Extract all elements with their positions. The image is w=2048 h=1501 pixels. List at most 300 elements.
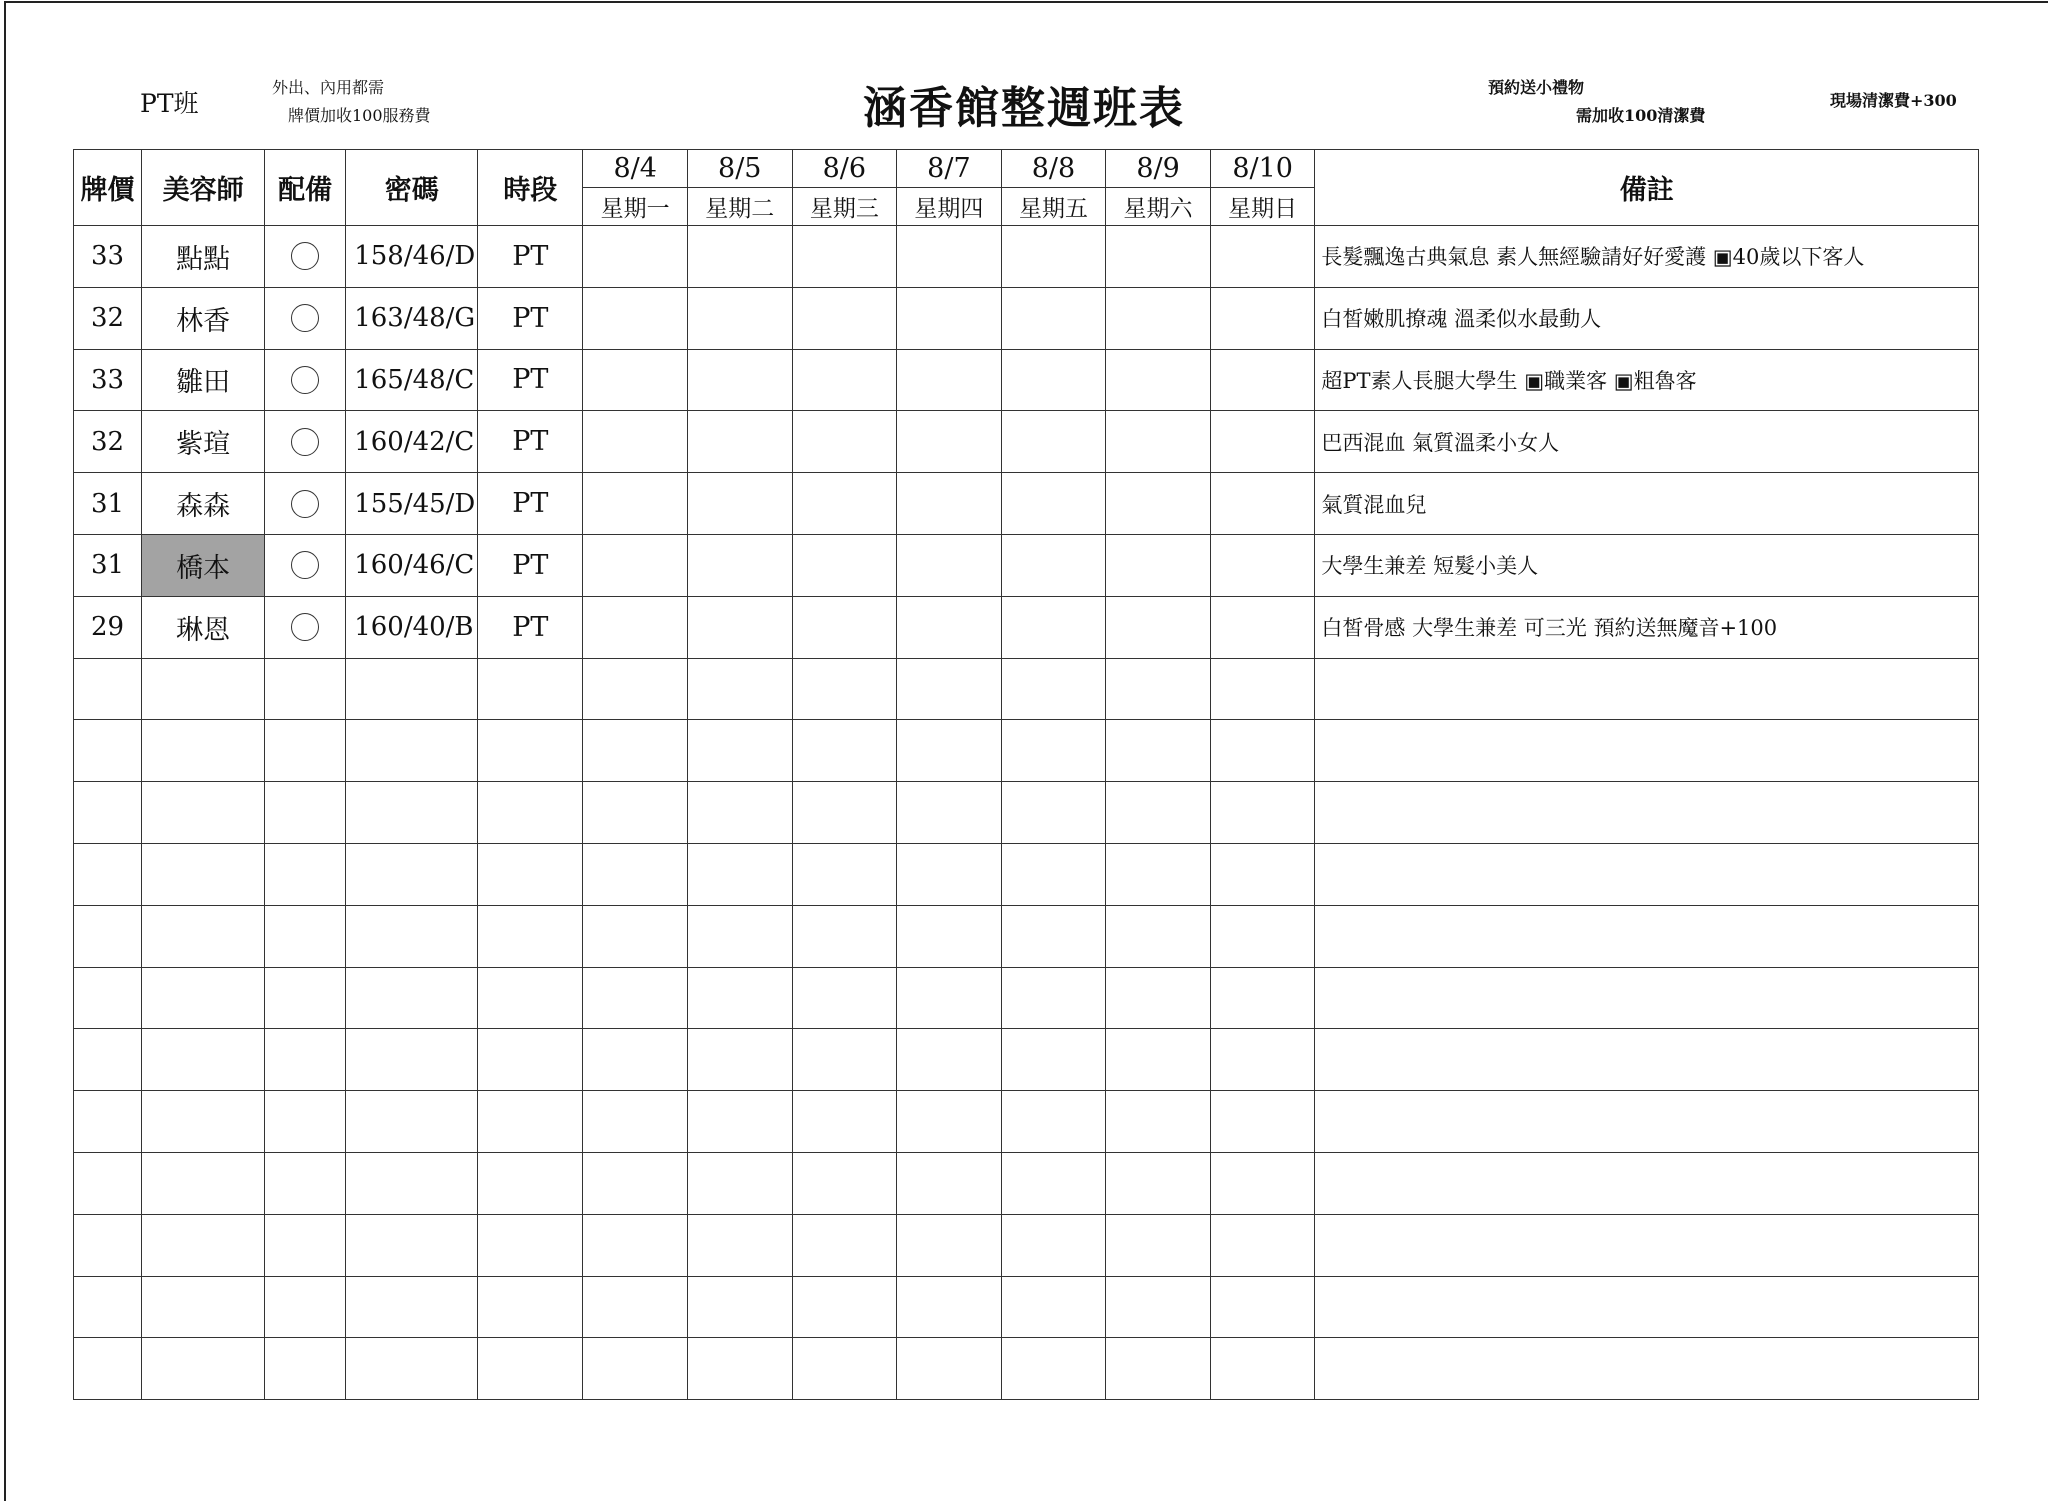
slot-cell[interactable] [478, 1214, 583, 1276]
note-cell: 白皙骨感 大學生兼差 可三光 預約送無魔音+100 [1315, 596, 1979, 658]
schedule-cell[interactable] [687, 658, 792, 720]
schedule-cell[interactable] [1210, 349, 1315, 411]
equip-cell[interactable] [265, 1091, 346, 1153]
note-cell: 長髮飄逸古典氣息 素人無經驗請好好愛護 ▣40歲以下客人 [1315, 226, 1979, 288]
day-weekday-4: 星期四 [897, 188, 1002, 226]
schedule-cell[interactable] [583, 226, 688, 288]
schedule-cell[interactable] [687, 1338, 792, 1400]
price-cell[interactable] [74, 658, 142, 720]
empty-table-row [74, 843, 1979, 905]
price-cell: 32 [74, 411, 142, 473]
schedule-cell[interactable] [583, 534, 688, 596]
code-cell[interactable] [346, 1338, 478, 1400]
circle-mark-icon [291, 551, 319, 579]
slot-cell[interactable] [478, 782, 583, 844]
schedule-cell[interactable] [1106, 473, 1211, 535]
empty-table-row [74, 782, 1979, 844]
code-cell[interactable] [346, 967, 478, 1029]
schedule-cell[interactable] [687, 1152, 792, 1214]
schedule-cell[interactable] [687, 349, 792, 411]
schedule-cell[interactable] [792, 411, 897, 473]
schedule-cell[interactable] [583, 1214, 688, 1276]
schedule-cell[interactable] [897, 287, 1002, 349]
schedule-cell[interactable] [1001, 1029, 1106, 1091]
schedule-cell[interactable] [687, 1214, 792, 1276]
schedule-cell[interactable] [1001, 226, 1106, 288]
schedule-cell[interactable] [1210, 782, 1315, 844]
note-cell[interactable] [1315, 1152, 1979, 1214]
circle-mark-icon [291, 366, 319, 394]
schedule-cell[interactable] [792, 349, 897, 411]
beautician-name-cell[interactable] [142, 1338, 265, 1400]
schedule-cell[interactable] [583, 1338, 688, 1400]
schedule-cell[interactable] [1001, 596, 1106, 658]
price-cell[interactable] [74, 782, 142, 844]
schedule-cell[interactable] [1106, 1276, 1211, 1338]
schedule-cell[interactable] [897, 720, 1002, 782]
day-date-5: 8/8 [1001, 150, 1106, 188]
schedule-cell[interactable] [897, 905, 1002, 967]
schedule-cell[interactable] [897, 349, 1002, 411]
schedule-cell[interactable] [583, 473, 688, 535]
empty-table-row [74, 720, 1979, 782]
schedule-cell[interactable] [1001, 473, 1106, 535]
schedule-cell[interactable] [1001, 967, 1106, 1029]
note-cell: 超PT素人長腿大學生 ▣職業客 ▣粗魯客 [1315, 349, 1979, 411]
code-cell: 165/48/C [346, 349, 478, 411]
equip-cell [265, 349, 346, 411]
note-cell[interactable] [1315, 1338, 1979, 1400]
schedule-cell[interactable] [1001, 411, 1106, 473]
schedule-cell[interactable] [792, 1276, 897, 1338]
equip-cell[interactable] [265, 1152, 346, 1214]
circle-mark-icon [291, 242, 319, 270]
schedule-cell[interactable] [792, 843, 897, 905]
slot-cell: PT [478, 287, 583, 349]
schedule-cell[interactable] [687, 967, 792, 1029]
price-cell: 33 [74, 349, 142, 411]
schedule-cell[interactable] [897, 967, 1002, 1029]
schedule-cell[interactable] [792, 658, 897, 720]
col-header-code: 密碼 [346, 150, 478, 226]
schedule-cell[interactable] [687, 905, 792, 967]
schedule-cell[interactable] [792, 1029, 897, 1091]
schedule-cell[interactable] [1210, 411, 1315, 473]
schedule-cell[interactable] [792, 534, 897, 596]
schedule-cell[interactable] [1001, 720, 1106, 782]
beautician-name-cell[interactable] [142, 1152, 265, 1214]
beautician-name-cell: 雛田 [142, 349, 265, 411]
schedule-cell[interactable] [1106, 534, 1211, 596]
note-cell[interactable] [1315, 1091, 1979, 1153]
equip-cell [265, 411, 346, 473]
note-cell: 氣質混血兒 [1315, 473, 1979, 535]
schedule-cell[interactable] [1210, 658, 1315, 720]
schedule-cell[interactable] [897, 1214, 1002, 1276]
col-header-price: 牌價 [74, 150, 142, 226]
beautician-name-cell[interactable] [142, 967, 265, 1029]
class-label: PT班 [140, 89, 199, 118]
day-date-3: 8/6 [792, 150, 897, 188]
day-date-4: 8/7 [897, 150, 1002, 188]
equip-cell[interactable] [265, 1214, 346, 1276]
schedule-cell[interactable] [687, 1091, 792, 1153]
empty-table-row [74, 905, 1979, 967]
schedule-cell[interactable] [1106, 967, 1211, 1029]
code-cell[interactable] [346, 782, 478, 844]
beautician-name-cell[interactable] [142, 782, 265, 844]
schedule-cell[interactable] [583, 1276, 688, 1338]
schedule-cell[interactable] [792, 1152, 897, 1214]
day-date-2: 8/5 [687, 150, 792, 188]
circle-mark-icon [291, 490, 319, 518]
schedule-cell[interactable] [792, 226, 897, 288]
schedule-cell[interactable] [1210, 1338, 1315, 1400]
beautician-name-cell: 橋本 [142, 534, 265, 596]
weekly-schedule-table [73, 149, 1979, 1400]
circle-mark-icon [291, 613, 319, 641]
equip-cell[interactable] [265, 1029, 346, 1091]
day-date-6: 8/9 [1106, 150, 1211, 188]
schedule-cell[interactable] [1001, 843, 1106, 905]
slot-cell[interactable] [478, 1029, 583, 1091]
price-cell[interactable] [74, 1276, 142, 1338]
beautician-name-cell[interactable] [142, 905, 265, 967]
schedule-cell[interactable] [1106, 1338, 1211, 1400]
table-row [74, 596, 1979, 658]
equip-cell [265, 473, 346, 535]
schedule-cell[interactable] [1106, 905, 1211, 967]
schedule-cell[interactable] [1106, 596, 1211, 658]
equip-cell[interactable] [265, 905, 346, 967]
header-row-dates [74, 150, 1979, 188]
beautician-name-cell[interactable] [142, 1091, 265, 1153]
col-header-beautician: 美容師 [142, 150, 265, 226]
code-cell: 155/45/D [346, 473, 478, 535]
equip-cell[interactable] [265, 782, 346, 844]
schedule-cell[interactable] [1106, 1091, 1211, 1153]
schedule-cell[interactable] [1210, 226, 1315, 288]
schedule-cell[interactable] [897, 1276, 1002, 1338]
code-cell[interactable] [346, 1152, 478, 1214]
beautician-name-cell: 紫瑄 [142, 411, 265, 473]
slot-cell[interactable] [478, 967, 583, 1029]
note-cell: 巴西混血 氣質溫柔小女人 [1315, 411, 1979, 473]
schedule-body [74, 226, 1979, 1400]
price-cell[interactable] [74, 1091, 142, 1153]
empty-table-row [74, 1338, 1979, 1400]
schedule-cell[interactable] [792, 1338, 897, 1400]
schedule-cell[interactable] [687, 534, 792, 596]
schedule-cell[interactable] [792, 287, 897, 349]
schedule-cell[interactable] [687, 287, 792, 349]
equip-cell[interactable] [265, 1276, 346, 1338]
schedule-cell[interactable] [583, 658, 688, 720]
code-cell[interactable] [346, 658, 478, 720]
schedule-cell[interactable] [687, 473, 792, 535]
table-row [74, 287, 1979, 349]
equip-cell[interactable] [265, 967, 346, 1029]
schedule-cell[interactable] [1210, 905, 1315, 967]
schedule-cell[interactable] [1106, 658, 1211, 720]
day-date-7: 8/10 [1210, 150, 1315, 188]
schedule-cell[interactable] [897, 843, 1002, 905]
gift-fee-note [1488, 74, 1705, 130]
schedule-cell[interactable] [583, 411, 688, 473]
schedule-cell[interactable] [1106, 1152, 1211, 1214]
code-cell: 158/46/D [346, 226, 478, 288]
beautician-name-cell: 點點 [142, 226, 265, 288]
schedule-cell[interactable] [792, 1214, 897, 1276]
col-header-slot: 時段 [478, 150, 583, 226]
service-fee-note-line-1: 外出、內用都需 [272, 78, 385, 97]
schedule-cell[interactable] [583, 1091, 688, 1153]
slot-cell[interactable] [478, 1091, 583, 1153]
schedule-cell[interactable] [1106, 1214, 1211, 1276]
table-row [74, 534, 1979, 596]
code-cell[interactable] [346, 1091, 478, 1153]
equip-cell [265, 287, 346, 349]
price-cell[interactable] [74, 1214, 142, 1276]
beautician-name-cell[interactable] [142, 1276, 265, 1338]
code-cell[interactable] [346, 1029, 478, 1091]
slot-cell[interactable] [478, 905, 583, 967]
schedule-cell[interactable] [792, 1091, 897, 1153]
price-cell[interactable] [74, 905, 142, 967]
schedule-cell[interactable] [583, 782, 688, 844]
schedule-cell[interactable] [1210, 1276, 1315, 1338]
empty-table-row [74, 1276, 1979, 1338]
col-header-equip: 配備 [265, 150, 346, 226]
schedule-cell[interactable] [897, 596, 1002, 658]
circle-mark-icon [291, 428, 319, 456]
schedule-cell[interactable] [1210, 1214, 1315, 1276]
schedule-cell[interactable] [1001, 782, 1106, 844]
beautician-name-cell[interactable] [142, 658, 265, 720]
equip-cell[interactable] [265, 843, 346, 905]
schedule-cell[interactable] [687, 411, 792, 473]
code-cell: 160/46/C [346, 534, 478, 596]
code-cell[interactable] [346, 720, 478, 782]
code-cell: 163/48/G [346, 287, 478, 349]
note-cell: 白皙嫩肌撩魂 溫柔似水最動人 [1315, 287, 1979, 349]
schedule-cell[interactable] [583, 1029, 688, 1091]
price-cell[interactable] [74, 720, 142, 782]
slot-cell[interactable] [478, 658, 583, 720]
schedule-cell[interactable] [1001, 287, 1106, 349]
price-cell: 31 [74, 534, 142, 596]
note-cell[interactable] [1315, 967, 1979, 1029]
schedule-cell[interactable] [1106, 287, 1211, 349]
empty-table-row [74, 1152, 1979, 1214]
schedule-cell[interactable] [897, 1152, 1002, 1214]
note-cell[interactable] [1315, 782, 1979, 844]
schedule-cell[interactable] [583, 905, 688, 967]
schedule-cell[interactable] [583, 287, 688, 349]
schedule-cell[interactable] [1210, 1029, 1315, 1091]
schedule-cell[interactable] [792, 720, 897, 782]
schedule-cell[interactable] [1210, 534, 1315, 596]
day-weekday-1: 星期一 [583, 188, 688, 226]
equip-cell[interactable] [265, 720, 346, 782]
equip-cell [265, 534, 346, 596]
schedule-cell[interactable] [1210, 287, 1315, 349]
schedule-cell[interactable] [1210, 967, 1315, 1029]
circle-mark-icon [291, 304, 319, 332]
price-cell[interactable] [74, 967, 142, 1029]
schedule-cell[interactable] [583, 967, 688, 1029]
gift-fee-note-line-1: 預約送小禮物 [1488, 78, 1585, 97]
schedule-cell[interactable] [1106, 720, 1211, 782]
slot-cell[interactable] [478, 843, 583, 905]
schedule-cell[interactable] [583, 720, 688, 782]
schedule-cell[interactable] [897, 1338, 1002, 1400]
note-cell: 大學生兼差 短髮小美人 [1315, 534, 1979, 596]
document-title: 涵香館整週班表 [863, 83, 1185, 134]
code-cell: 160/40/B [346, 596, 478, 658]
table-row [74, 411, 1979, 473]
beautician-name-cell: 琳恩 [142, 596, 265, 658]
note-cell[interactable] [1315, 905, 1979, 967]
schedule-cell[interactable] [583, 596, 688, 658]
schedule-cell[interactable] [583, 1152, 688, 1214]
beautician-name-cell[interactable] [142, 720, 265, 782]
schedule-cell[interactable] [792, 473, 897, 535]
schedule-cell[interactable] [687, 226, 792, 288]
schedule-cell[interactable] [1106, 843, 1211, 905]
schedule-cell[interactable] [1106, 1029, 1211, 1091]
schedule-cell[interactable] [1001, 1214, 1106, 1276]
schedule-cell[interactable] [1106, 782, 1211, 844]
day-weekday-3: 星期三 [792, 188, 897, 226]
schedule-cell[interactable] [1001, 1091, 1106, 1153]
slot-cell[interactable] [478, 1152, 583, 1214]
slot-cell: PT [478, 534, 583, 596]
code-cell[interactable] [346, 843, 478, 905]
schedule-cell[interactable] [583, 349, 688, 411]
table-row [74, 226, 1979, 288]
schedule-cell[interactable] [687, 1029, 792, 1091]
schedule-cell[interactable] [1210, 1091, 1315, 1153]
schedule-cell[interactable] [792, 967, 897, 1029]
schedule-cell[interactable] [897, 534, 1002, 596]
code-cell[interactable] [346, 1214, 478, 1276]
schedule-cell[interactable] [897, 226, 1002, 288]
schedule-cell[interactable] [1210, 843, 1315, 905]
table-row [74, 473, 1979, 535]
equip-cell[interactable] [265, 658, 346, 720]
slot-cell: PT [478, 596, 583, 658]
note-cell[interactable] [1315, 720, 1979, 782]
table-row [74, 349, 1979, 411]
schedule-cell[interactable] [897, 411, 1002, 473]
equip-cell [265, 596, 346, 658]
note-cell[interactable] [1315, 1276, 1979, 1338]
beautician-name-cell[interactable] [142, 1214, 265, 1276]
schedule-cell[interactable] [792, 596, 897, 658]
code-cell: 160/42/C [346, 411, 478, 473]
schedule-cell[interactable] [1106, 349, 1211, 411]
schedule-cell[interactable] [1106, 226, 1211, 288]
schedule-cell[interactable] [583, 843, 688, 905]
code-cell[interactable] [346, 1276, 478, 1338]
schedule-cell[interactable] [687, 782, 792, 844]
schedule-cell[interactable] [1106, 411, 1211, 473]
slot-cell: PT [478, 411, 583, 473]
schedule-cell[interactable] [687, 720, 792, 782]
code-cell[interactable] [346, 905, 478, 967]
slot-cell: PT [478, 226, 583, 288]
note-cell[interactable] [1315, 1029, 1979, 1091]
slot-cell: PT [478, 349, 583, 411]
onsite-cleaning-fee: 現場清潔費+300 [1830, 91, 1957, 110]
schedule-cell[interactable] [1001, 1276, 1106, 1338]
empty-table-row [74, 967, 1979, 1029]
price-cell: 32 [74, 287, 142, 349]
day-weekday-7: 星期日 [1210, 188, 1315, 226]
schedule-cell[interactable] [897, 658, 1002, 720]
schedule-cell[interactable] [1001, 658, 1106, 720]
price-cell: 33 [74, 226, 142, 288]
schedule-cell[interactable] [687, 596, 792, 658]
schedule-cell[interactable] [897, 1029, 1002, 1091]
schedule-cell[interactable] [897, 782, 1002, 844]
schedule-cell[interactable] [1001, 905, 1106, 967]
equip-cell [265, 226, 346, 288]
price-cell[interactable] [74, 843, 142, 905]
slot-cell[interactable] [478, 720, 583, 782]
schedule-cell[interactable] [792, 905, 897, 967]
empty-table-row [74, 1214, 1979, 1276]
schedule-cell[interactable] [897, 473, 1002, 535]
price-cell: 29 [74, 596, 142, 658]
price-cell[interactable] [74, 1029, 142, 1091]
schedule-cell[interactable] [1210, 1152, 1315, 1214]
schedule-cell[interactable] [687, 1276, 792, 1338]
empty-table-row [74, 1091, 1979, 1153]
beautician-name-cell[interactable] [142, 843, 265, 905]
schedule-cell[interactable] [1001, 1152, 1106, 1214]
day-weekday-2: 星期二 [687, 188, 792, 226]
note-cell[interactable] [1315, 1214, 1979, 1276]
schedule-cell[interactable] [897, 1091, 1002, 1153]
schedule-cell[interactable] [1001, 534, 1106, 596]
beautician-name-cell[interactable] [142, 1029, 265, 1091]
note-cell[interactable] [1315, 658, 1979, 720]
empty-table-row [74, 1029, 1979, 1091]
schedule-cell[interactable] [1001, 349, 1106, 411]
col-header-notes: 備註 [1315, 150, 1979, 226]
schedule-cell[interactable] [792, 782, 897, 844]
price-cell[interactable] [74, 1338, 142, 1400]
day-date-1: 8/4 [583, 150, 688, 188]
slot-cell[interactable] [478, 1276, 583, 1338]
slot-cell: PT [478, 473, 583, 535]
schedule-cell[interactable] [1210, 473, 1315, 535]
empty-table-row [74, 658, 1979, 720]
slot-cell[interactable] [478, 1338, 583, 1400]
day-weekday-5: 星期五 [1001, 188, 1106, 226]
beautician-name-cell: 林香 [142, 287, 265, 349]
schedule-cell[interactable] [1210, 720, 1315, 782]
note-cell[interactable] [1315, 843, 1979, 905]
schedule-cell[interactable] [1210, 596, 1315, 658]
schedule-cell[interactable] [687, 843, 792, 905]
schedule-cell[interactable] [1001, 1338, 1106, 1400]
price-cell[interactable] [74, 1152, 142, 1214]
equip-cell[interactable] [265, 1338, 346, 1400]
service-fee-note-line-2: 牌價加收100服務費 [288, 106, 431, 125]
